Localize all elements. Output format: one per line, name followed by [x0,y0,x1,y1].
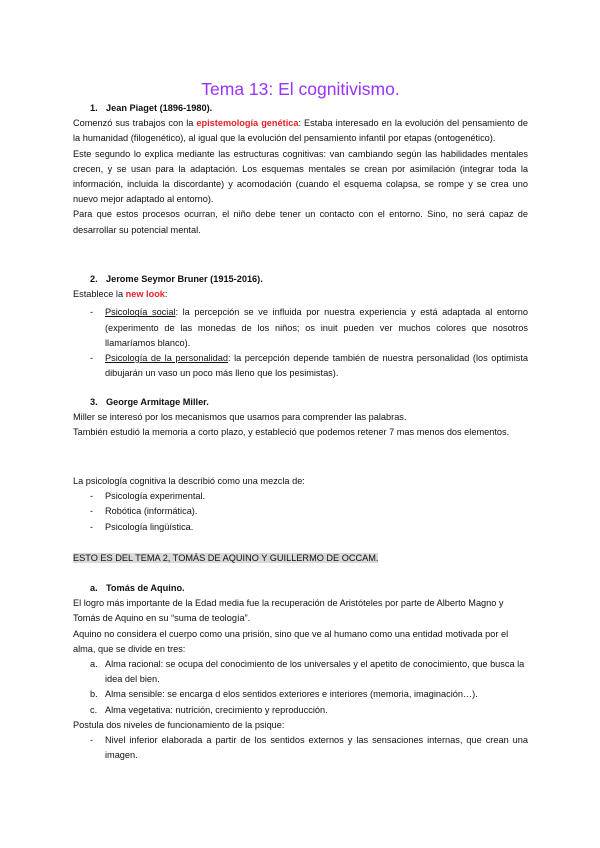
paragraph: También estudió la memoria a corto plazo, y estableció que podemos retener 7 mas menos dos elementos. [73,427,510,438]
list-item: - Psicología social: la percepción se ve influida por nuestra experiencia y está adaptada al entorno (experimento de las monedas de los niños; os inuit pueden ver muchos colores que nosotros llamaríamos blanco). [73,305,528,351]
list-item: - Psicología de la personalidad: la percepción depende también de nuestra personalidad (los optimista dibujarán un vaso un poco más lleno que los pesimistas). [73,351,528,381]
bullet-list [73,733,528,763]
bullet-list [73,305,528,381]
paragraph: Miller se interesó por los mecanismos que usamos para comprender las palabras. [73,412,407,423]
paragraph: Aquino no considera el cuerpo como una prisión, sino que ve al humano como una entidad motivada por el alma, que se divide en tres: [73,628,509,654]
section-bruner [73,272,528,381]
list-item: b. Alma sensible: se encarga d elos sentidos exteriores e interiores (memoria, imaginación…). [90,689,478,700]
section-number: a. [90,583,98,593]
section-heading-piaget [73,101,528,116]
section-piaget [73,101,528,238]
section-cognitive [73,474,528,535]
list-item: - Psicología experimental. [73,489,528,504]
section-number: 1. [90,103,98,113]
list-item: - Psicología lingüística. [73,520,528,535]
paragraph: La psicología cognitiva la describió como una mezcla de: [73,476,305,486]
paragraph: Este segundo lo explica mediante las estructuras cognitivas: van cambiando según las habilidades mentales crecen, y se usan para la adaptación. Los esquemas mentales se crean por asimilación (integrar toda la información, incluida la discordante) y acomodación (cuando el esquema colapsa, se rompe y se crea uno nuevo mejor adaptado al entorno). [73,148,528,205]
soul-list [73,657,528,718]
paragraph: Postula dos niveles de funcionamiento de la psique: [73,719,285,730]
section-heading-text: Jean Piaget (1896-1980). [106,103,213,113]
list-item: - Nivel inferior elaborada a partir de los sentidos externos y las sensaciones internas, que crean una imagen. [73,733,528,763]
section-aquino [73,581,528,763]
highlighted-term: epistemología genética [196,118,299,129]
page-title: Tema 13: El cognitivismo. [201,79,400,99]
paragraph: El logro más importante de la Edad media fue la recuperación de Aristóteles por parte de Alberto Magno y Tomás de Aquino en su “suma de teología”. [73,598,504,624]
bullet-list [73,489,528,535]
paragraph: Establece la new look: [73,289,168,300]
paragraph: Comenzó sus trabajos con la epistemología genética: Estaba interesado en la evolución del pensamiento de la humanidad (filogenético), al igual que la evolución del pensamiento infantil por etapas (ontogenético). [73,118,528,144]
highlight-note: ESTO ES DEL TEMA 2, TOMÁS DE AQUINO Y GUILLERMO DE OCCAM. [73,553,379,563]
section-heading-bruner [73,272,528,287]
highlighted-term: new look [125,289,165,300]
list-item: c. Alma vegetativa: nutrición, crecimiento y reproducción. [90,704,328,715]
section-note [73,551,528,566]
paragraph: Para que estos procesos ocurran, el niño debe tener un contacto con el entorno. Sino, no será capaz de desarrollar su potencial mental. [73,209,528,235]
section-miller [73,395,528,441]
section-heading-text: George Armitage Miller. [106,397,209,407]
list-item: - Robótica (informática). [73,504,528,519]
section-heading-miller [73,395,528,410]
section-heading-text: Tomás de Aquino. [106,583,185,593]
section-number: 2. [90,274,98,284]
section-heading-aquino [73,581,528,596]
list-item: a. Alma racional: se ocupa del conocimiento de los universales y el apetito de conocimiento, que busca la idea del bien. [90,659,525,685]
section-heading-text: Jerome Seymor Bruner (1915-2016). [106,274,263,284]
section-number: 3. [90,397,98,407]
